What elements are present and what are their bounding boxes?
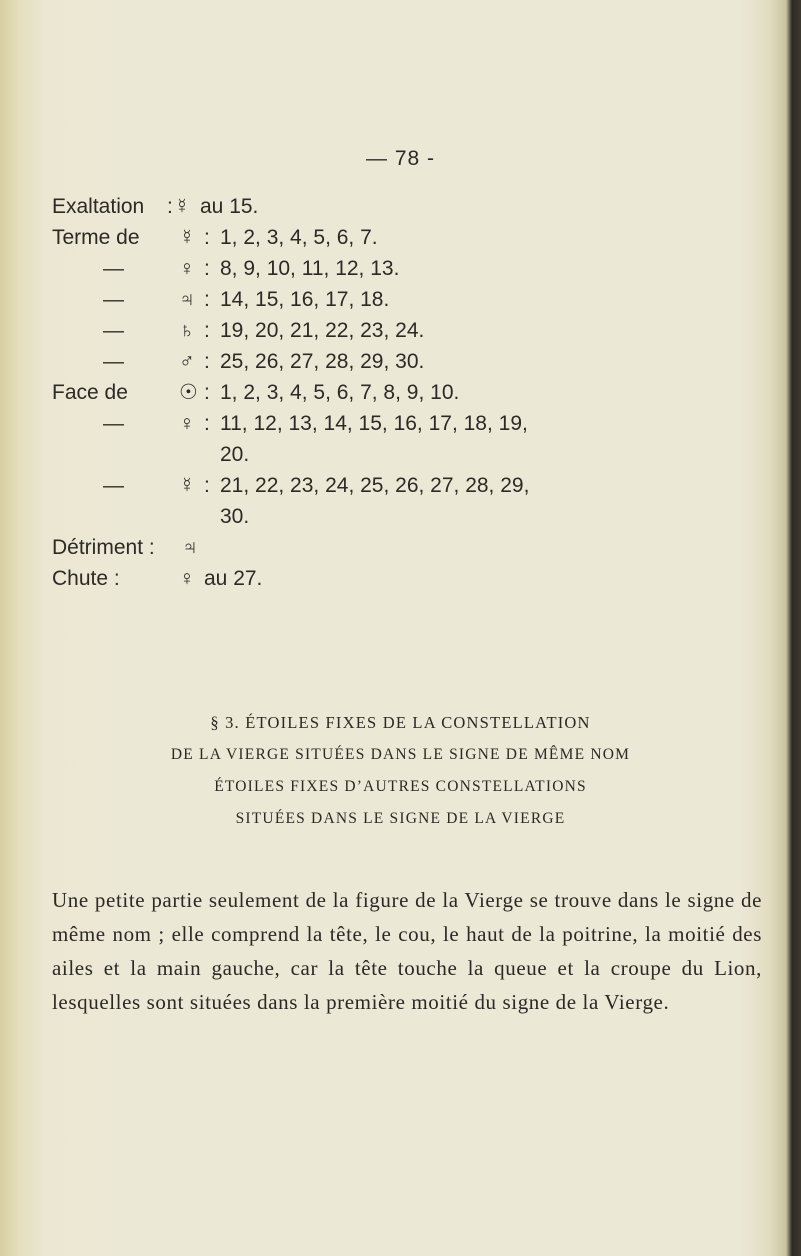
row-colon: : bbox=[204, 319, 210, 342]
heading-line: DE LA VIERGE SITUÉES DANS LE SIGNE DE MÊME NOM bbox=[170, 746, 631, 763]
row-values: 1, 2, 3, 4, 5, 6, 7, 8, 9, 10. bbox=[220, 381, 460, 404]
row-dash: — bbox=[103, 257, 124, 280]
jupiter-icon: ♃ bbox=[182, 536, 198, 559]
body-paragraph: Une petite partie seulement de la figure de la Vierge se trouve dans le signe de même nom ; elle comprend la tête, le cou, le haut de la poitrine, la moitié des ailes et la main gauche, car la tête touche la queue et la croupe du Lion, lesquelles sont situées dans la première moitié du signe de la Vierge. bbox=[52, 888, 762, 1014]
saturn-icon: ♄ bbox=[179, 319, 195, 342]
mercury-icon: ☿ bbox=[179, 226, 195, 249]
row-values: 8, 9, 10, 11, 12, 13. bbox=[220, 257, 400, 280]
mars-icon: ♂ bbox=[179, 350, 195, 373]
row-values: 19, 20, 21, 22, 23, 24. bbox=[220, 319, 425, 342]
row-colon: : bbox=[204, 350, 210, 373]
dignities-table bbox=[52, 194, 772, 614]
row-dash: — bbox=[103, 412, 124, 435]
section-heading bbox=[0, 707, 801, 835]
row-values: 21, 22, 23, 24, 25, 26, 27, 28, 29, bbox=[220, 474, 530, 497]
row-dash: — bbox=[103, 288, 124, 311]
venus-icon: ♀ bbox=[179, 412, 195, 435]
mercury-icon: ☿ bbox=[174, 195, 190, 218]
row-label: Exaltation bbox=[52, 195, 145, 218]
venus-icon: ♀ bbox=[179, 257, 195, 280]
row-colon: : bbox=[204, 381, 210, 404]
jupiter-icon: ♃ bbox=[179, 288, 195, 311]
row-colon: : bbox=[167, 195, 173, 218]
row-values: 30. bbox=[220, 505, 250, 528]
venus-icon: ♀ bbox=[179, 567, 195, 590]
mercury-icon: ☿ bbox=[179, 474, 195, 497]
row-dash: — bbox=[103, 474, 124, 497]
row-colon: : bbox=[204, 412, 210, 435]
row-label: Détriment : bbox=[52, 536, 155, 559]
row-colon: : bbox=[204, 288, 210, 311]
row-values: 14, 15, 16, 17, 18. bbox=[220, 288, 390, 311]
heading-line: ÉTOILES FIXES D’AUTRES CONSTELLATIONS bbox=[214, 778, 587, 795]
row-dash: — bbox=[103, 319, 124, 342]
row-colon: : bbox=[204, 257, 210, 280]
row-colon: : bbox=[204, 226, 210, 249]
sun-icon: ☉ bbox=[179, 381, 198, 404]
heading-line: § 3. ÉTOILES FIXES DE LA CONSTELLATION bbox=[210, 713, 591, 732]
row-label: Terme de bbox=[52, 226, 140, 249]
row-values: 20. bbox=[220, 443, 250, 466]
page-number: — 78 - bbox=[365, 147, 436, 170]
heading-line: SITUÉES DANS LE SIGNE DE LA VIERGE bbox=[235, 810, 566, 827]
row-values: au 27. bbox=[204, 567, 263, 590]
row-label: Chute : bbox=[52, 567, 120, 590]
row-label: Face de bbox=[52, 381, 128, 404]
row-values: 11, 12, 13, 14, 15, 16, 17, 18, 19, bbox=[220, 412, 528, 435]
row-dash: — bbox=[103, 350, 124, 373]
row-values: 1, 2, 3, 4, 5, 6, 7. bbox=[220, 226, 378, 249]
row-values: au 15. bbox=[200, 195, 259, 218]
row-colon: : bbox=[204, 474, 210, 497]
row-values: 25, 26, 27, 28, 29, 30. bbox=[220, 350, 425, 373]
